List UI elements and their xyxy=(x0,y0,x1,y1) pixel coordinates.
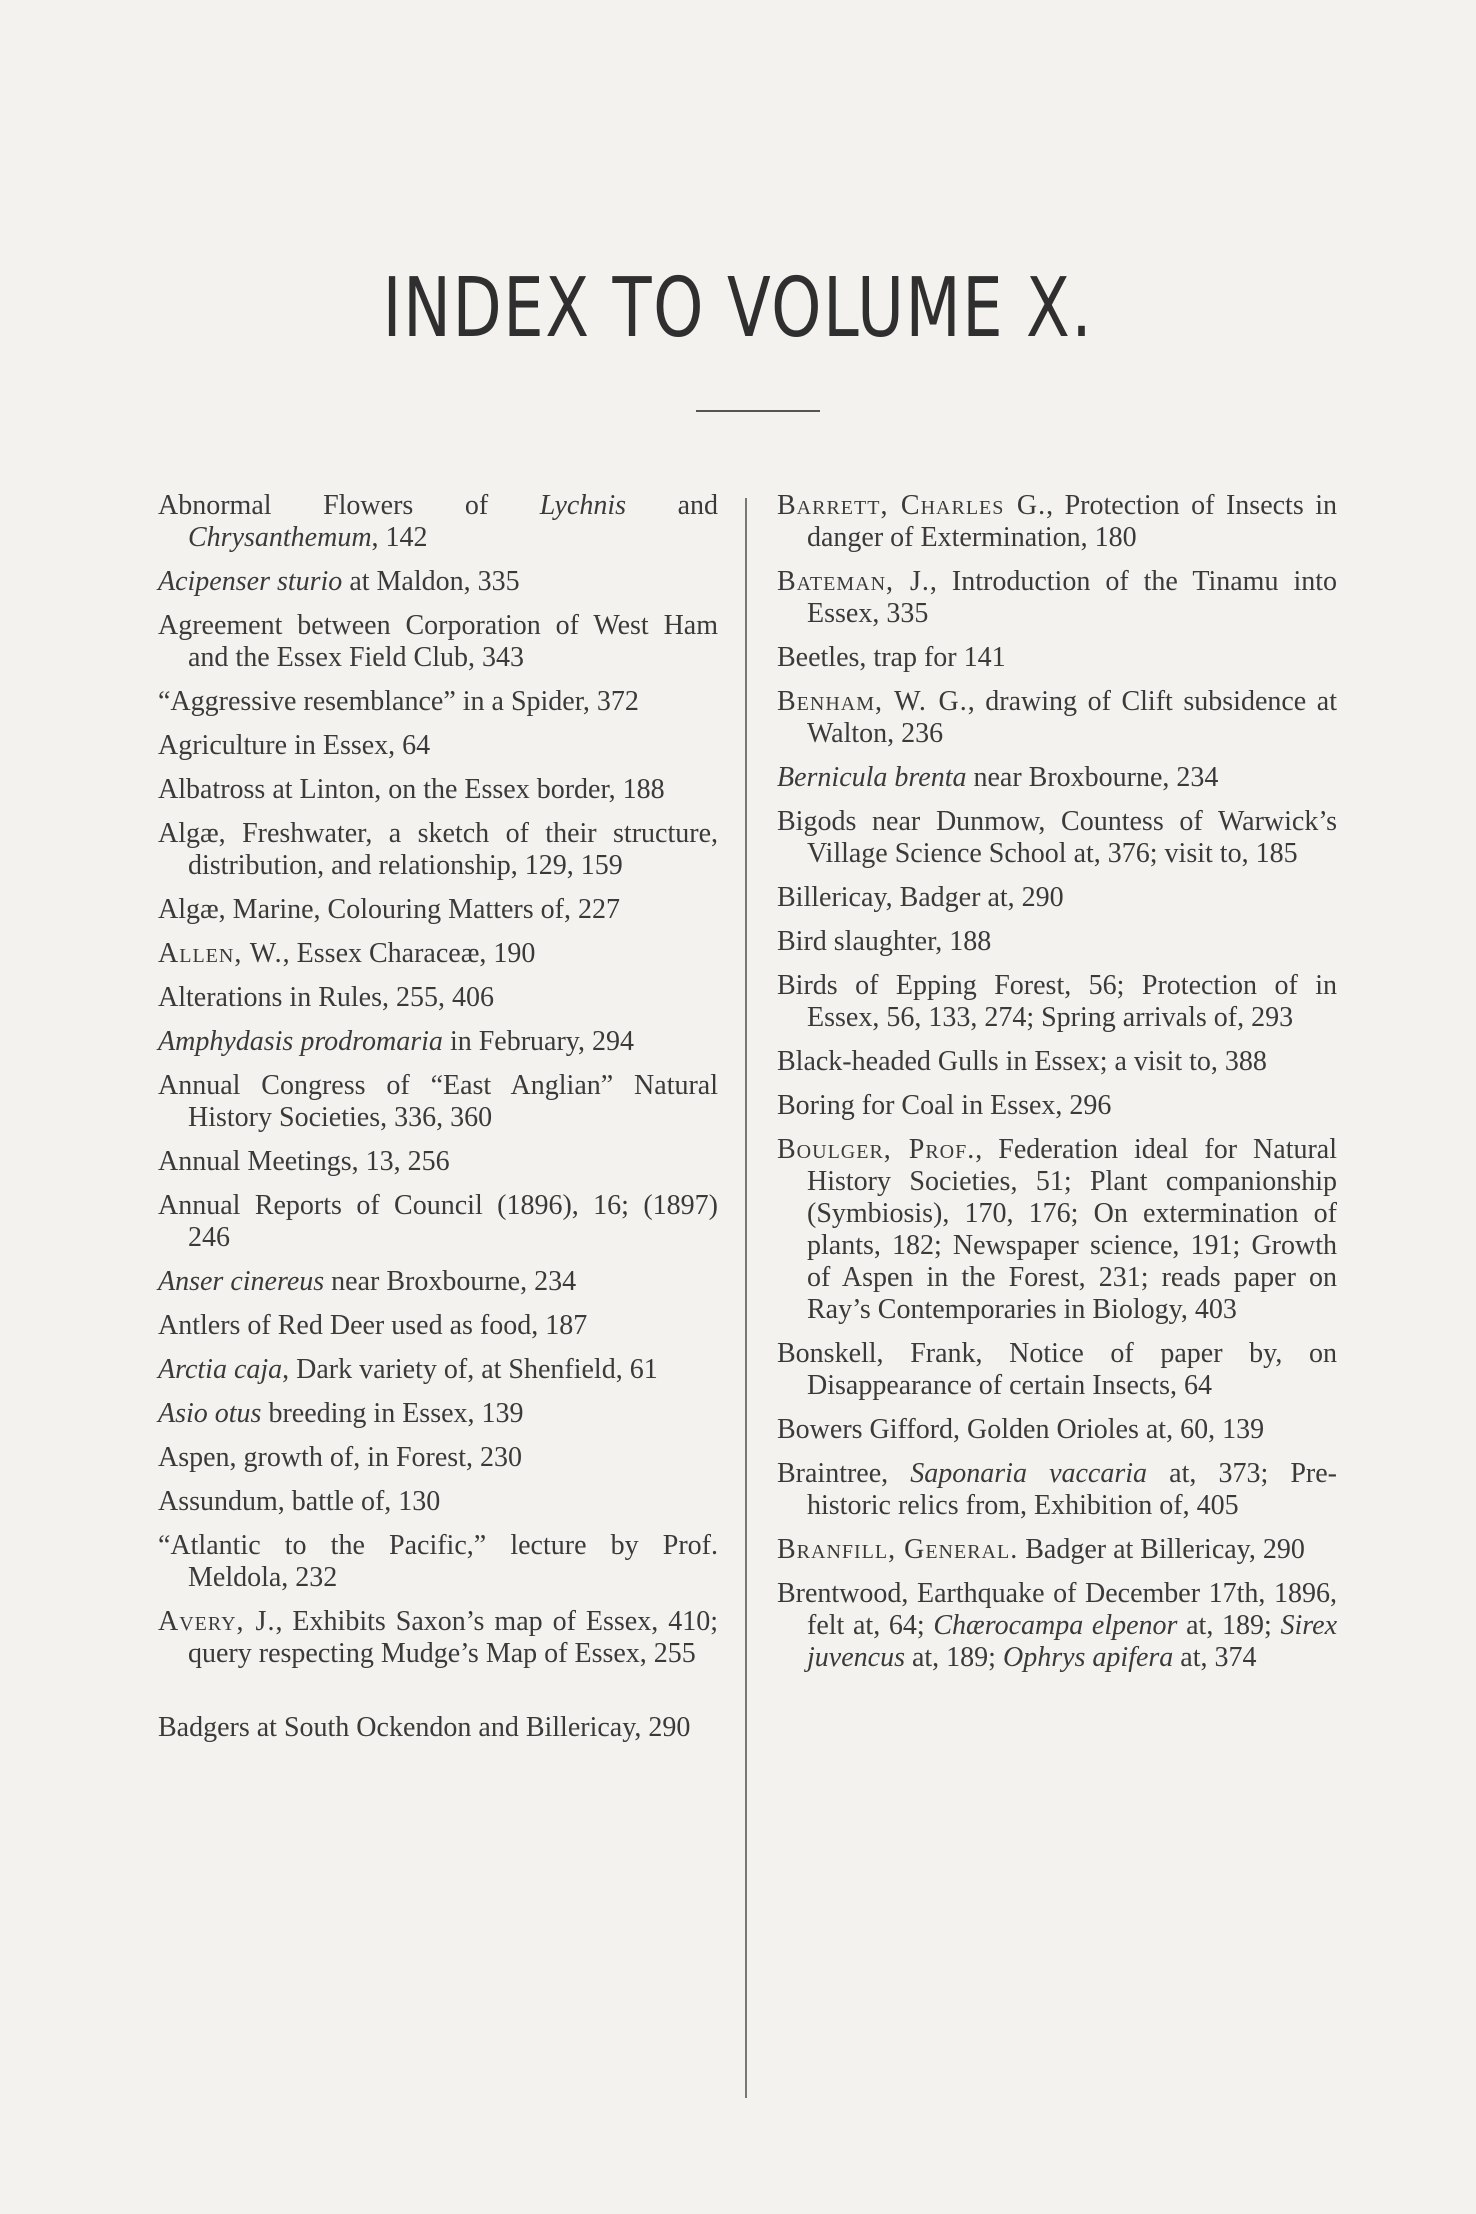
entry-text: Annual Reports of Council (1896), 16; (1897) 246 xyxy=(158,1190,718,1253)
entry-text: Braintree, xyxy=(777,1458,911,1489)
author-name: Boulger, Prof. xyxy=(777,1134,976,1165)
index-entry xyxy=(158,982,718,1014)
entry-text: Aspen, growth of, in Forest, 230 xyxy=(158,1442,522,1473)
author-name: Avery, J. xyxy=(158,1606,276,1637)
index-entry xyxy=(158,1266,718,1298)
index-entry xyxy=(777,1090,1337,1122)
entry-text: Beetles, trap for 141 xyxy=(777,642,1006,673)
index-entry xyxy=(777,1458,1337,1522)
index-entry xyxy=(158,1310,718,1342)
index-entry xyxy=(158,686,718,718)
index-column-left xyxy=(158,490,718,1756)
entry-text: , drawing of Clift subsidence at Walton, 236 xyxy=(807,686,1337,749)
index-entry xyxy=(777,926,1337,958)
italic-text: Amphydasis prodromaria xyxy=(158,1026,443,1057)
index-entry xyxy=(777,1338,1337,1402)
index-entry xyxy=(777,1578,1337,1674)
entry-text: Algæ, Marine, Colouring Matters of, 227 xyxy=(158,894,620,925)
index-entry xyxy=(158,1070,718,1134)
index-entry xyxy=(158,1530,718,1594)
index-entry xyxy=(158,1190,718,1254)
index-entry xyxy=(777,882,1337,914)
entry-text: Birds of Epping Forest, 56; Protection of in Essex, 56, 133, 274; Spring arrivals of, 293 xyxy=(777,970,1337,1033)
entry-text: , 142 xyxy=(371,522,428,553)
entry-text: Agriculture in Essex, 64 xyxy=(158,730,431,761)
entry-text: , Exhibits Saxon’s map of Essex, 410; query respecting Mudge’s Map of Essex, 255 xyxy=(188,1606,718,1669)
entry-text: “Aggressive resemblance” in a Spider, 372 xyxy=(158,686,639,717)
index-entry xyxy=(158,490,718,554)
index-entry xyxy=(777,762,1337,794)
entry-text: and xyxy=(626,490,718,521)
index-entry xyxy=(777,970,1337,1034)
entry-text: , Federation ideal for Natural History Societies, 51; Plant companionship (Symbiosis), 170, 176; On extermination of plants, 182; Newspaper science, 191; Growth of Aspen in the Forest, 231; reads paper on Ray’s Contemporaries in Biology, 403 xyxy=(807,1134,1338,1325)
index-entry xyxy=(777,1534,1337,1566)
italic-text: Asio otus xyxy=(158,1398,262,1429)
index-entry xyxy=(777,1414,1337,1446)
entry-text: Antlers of Red Deer used as food, 187 xyxy=(158,1310,588,1341)
entry-text: Bird slaughter, 188 xyxy=(777,926,992,957)
entry-text: near Broxbourne, 234 xyxy=(324,1266,577,1297)
entry-text: Badgers at South Ockendon and Billericay, 290 xyxy=(158,1712,691,1743)
italic-text: Chærocampa elpenor xyxy=(933,1610,1178,1641)
italic-text: Arctia caja xyxy=(158,1354,283,1385)
entry-text: Bonskell, Frank, Notice of paper by, on Disappearance of certain Insects, 64 xyxy=(777,1338,1337,1401)
index-entry xyxy=(777,490,1337,554)
index-entry xyxy=(158,566,718,598)
entry-text: Boring for Coal in Essex, 296 xyxy=(777,1090,1112,1121)
entry-text: Algæ, Freshwater, a sketch of their structure, distribution, and relationship, 129, 159 xyxy=(158,818,718,881)
entry-text: at Maldon, 335 xyxy=(342,566,520,597)
index-entry xyxy=(158,1146,718,1178)
entry-text: Alterations in Rules, 255, 406 xyxy=(158,982,494,1013)
italic-text: Ophrys apifera xyxy=(1002,1642,1174,1673)
index-entry xyxy=(158,1486,718,1518)
entry-text: at, 189; xyxy=(1177,1610,1281,1641)
index-entry xyxy=(158,1442,718,1474)
author-name: Benham, W. G. xyxy=(777,686,968,717)
index-entry xyxy=(777,1134,1337,1326)
italic-text: Saponaria vaccaria xyxy=(910,1458,1148,1489)
author-name: Allen, W. xyxy=(158,938,283,969)
index-entry xyxy=(158,818,718,882)
italic-text: Acipenser sturio xyxy=(158,566,343,597)
index-entry xyxy=(158,894,718,926)
index-entry xyxy=(777,686,1337,750)
author-name: Branfill, General. xyxy=(777,1534,1019,1565)
author-name: Bateman, J. xyxy=(777,566,930,597)
entry-text: at, 189; xyxy=(904,1642,1003,1673)
entry-text: in February, 294 xyxy=(442,1026,634,1057)
entry-text: Bigods near Dunmow, Countess of Warwick’s Village Science School at, 376; visit to, 185 xyxy=(777,806,1337,869)
index-column-right xyxy=(777,490,1337,1686)
entry-text: at, 373; Pre-historic relics from, Exhibition of, 405 xyxy=(807,1458,1337,1521)
entry-text: near Broxbourne, 234 xyxy=(966,762,1219,793)
entry-text: Annual Congress of “East Anglian” Natural History Societies, 336, 360 xyxy=(158,1070,718,1133)
entry-text: Badger at Billericay, 290 xyxy=(1018,1534,1305,1565)
entry-text: , Introduction of the Tinamu into Essex, 335 xyxy=(807,566,1337,629)
index-entry xyxy=(158,938,718,970)
entry-text: “Atlantic to the Pacific,” lecture by Prof. Meldola, 232 xyxy=(158,1530,718,1593)
index-entry xyxy=(158,610,718,674)
page-title: INDEX TO VOLUME X. xyxy=(382,261,1094,356)
index-entry xyxy=(158,774,718,806)
entry-text: Albatross at Linton, on the Essex border, 188 xyxy=(158,774,665,805)
index-entry xyxy=(777,566,1337,630)
italic-text: Bernicula brenta xyxy=(777,762,967,793)
index-entry xyxy=(158,1398,718,1430)
entry-text: Assundum, battle of, 130 xyxy=(158,1486,441,1517)
index-entry xyxy=(777,806,1337,870)
entry-text: Black-headed Gulls in Essex; a visit to, 388 xyxy=(777,1046,1267,1077)
entry-text: , Protection of Insects in danger of Extermination, 180 xyxy=(807,490,1337,553)
italic-text: Sirex juvencus xyxy=(807,1610,1337,1673)
index-entry xyxy=(158,730,718,762)
entry-text: Bowers Gifford, Golden Orioles at, 60, 139 xyxy=(777,1414,1265,1445)
italic-text: Chrysanthemum xyxy=(188,522,372,553)
title-rule xyxy=(696,410,820,412)
entry-text: Brentwood, Earthquake of December 17th, 1896, felt at, 64; xyxy=(777,1578,1337,1641)
index-entry xyxy=(158,1354,718,1386)
index-entry xyxy=(777,1046,1337,1078)
author-name: Barrett, Charles G. xyxy=(777,490,1047,521)
entry-text: Annual Meetings, 13, 256 xyxy=(158,1146,450,1177)
entry-text: , Essex Characeæ, 190 xyxy=(282,938,536,969)
index-entry xyxy=(158,1026,718,1058)
entry-text: Agreement between Corporation of West Ham and the Essex Field Club, 343 xyxy=(158,610,718,673)
entry-text: breeding in Essex, 139 xyxy=(261,1398,524,1429)
entry-text: Abnormal Flowers of xyxy=(158,490,540,521)
italic-text: Anser cinereus xyxy=(158,1266,325,1297)
index-entry xyxy=(158,1606,718,1670)
entry-text: Billericay, Badger at, 290 xyxy=(777,882,1064,913)
entry-text: at, 374 xyxy=(1173,1642,1257,1673)
entry-text: , Dark variety of, at Shenfield, 61 xyxy=(282,1354,658,1385)
index-entry xyxy=(158,1712,718,1744)
index-entry xyxy=(777,642,1337,674)
column-divider xyxy=(745,498,747,2098)
italic-text: Lychnis xyxy=(539,490,627,521)
